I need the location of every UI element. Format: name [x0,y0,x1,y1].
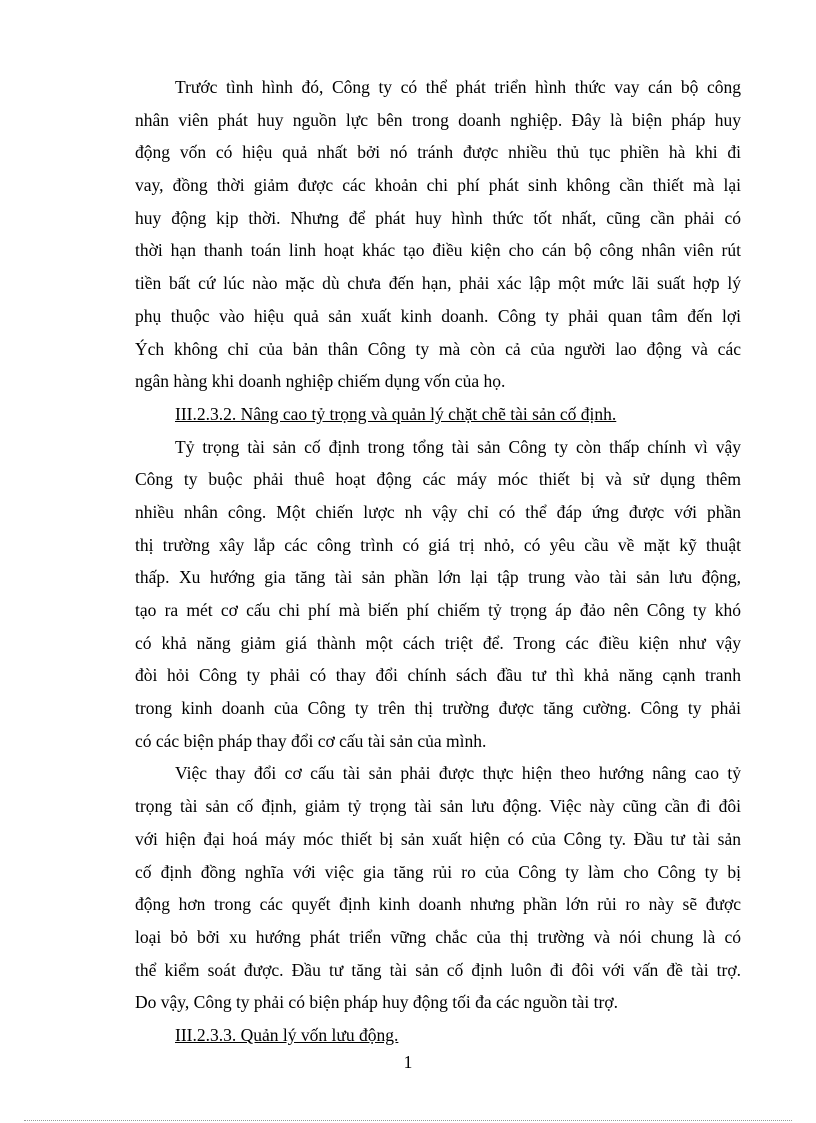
section-heading [135,398,741,431]
paragraph-line: Do vậy, Công ty phải có biện pháp huy động tối đa các nguồn tài trợ. [135,992,618,1013]
paragraph-line: động vốn có hiệu quả nhất bởi nó tránh được nhiều thủ tục phiền hà khi đi [135,142,741,163]
paragraph-line: có các biện pháp thay đổi cơ cấu tài sản của mình. [135,730,487,751]
paragraph [135,71,741,398]
paragraph-line: Trước tình hình đó, Công ty có thể phát triển hình thức vay cán bộ công [175,77,741,97]
paragraph-line: thấp. Xu hướng gia tăng tài sản phần lớn lại tập trung vào tài sản lưu động, [135,567,741,588]
paragraph-line: Công ty buộc phải thuê hoạt động các máy móc thiết bị và sử dụng thêm [135,469,741,490]
paragraph-line: Tỷ trọng tài sản cố định trong tổng tài sản Công ty còn thấp chính vì vậy [175,436,741,457]
paragraph-line: có khả năng giảm giá thành một cách triệt để. Trong các điều kiện như vậy [135,632,741,653]
paragraph-line: trọng tài sản cố định, giảm tỷ trọng tài sản lưu động. Việc này cũng cần đi đôi [135,796,741,817]
paragraph-line: thể kiểm soát được. Đầu tư tăng tài sản cố định luôn đi đôi với vấn đề tài trợ. [135,959,741,980]
paragraph-line: huy động kịp thời. Nhưng để phát huy hình thức tốt nhất, cũng cần phải có [135,207,741,228]
paragraph-line: Việc thay đổi cơ cấu tài sản phải được thực hiện theo hướng nâng cao tỷ [175,763,741,784]
paragraph-line: loại bỏ bởi xu hướng phát triển vững chắc của thị trường và nói chung là có [135,926,741,947]
page-bottom-divider [24,1120,792,1121]
paragraph [135,431,741,758]
section-heading-text: III.2.3.3. Quản lý vốn lưu động. [175,1024,399,1045]
paragraph-line: nhiều nhân công. Một chiến lược nh vậy chỉ có thể đáp ứng được với phần [135,501,741,522]
paragraph-line: tiền bất cứ lúc nào mặc dù chưa đến hạn, phải xác lập một mức lãi suất hợp lý [135,273,741,294]
page-number: 1 [403,1052,413,1072]
paragraph-line: phụ thuộc vào hiệu quả sản xuất kinh doanh. Công ty phải quan tâm đến lợi [135,305,741,326]
section-heading-text: III.2.3.2. Nâng cao tỷ trọng và quản lý chặt chẽ tài sản cố định. [175,403,617,424]
paragraph-line: thời hạn thanh toán linh hoạt khác tạo điều kiện cho cán bộ công nhân viên rút [135,240,741,261]
paragraph-line: tạo ra mét cơ cấu chi phí mà biến phí chiếm tỷ trọng áp đảo nên Công ty khó [135,600,741,620]
document-body [135,71,741,1052]
paragraph-line: vay, đồng thời giảm được các khoản chi phí phát sinh không cần thiết mà lại [135,175,741,196]
section-heading [135,1019,741,1052]
paragraph-line: động hơn trong các quyết định kinh doanh nhưng phần lớn rủi ro này sẽ được [135,894,741,915]
paragraph-line: đòi hỏi Công ty phải có thay đổi chính sách đầu tư thì khả năng cạnh tranh [135,665,741,686]
paragraph-line: trong kinh doanh của Công ty trên thị trường được tăng cường. Công ty phải [135,698,741,719]
paragraph-line: Ých không chỉ của bản thân Công ty mà còn cả của người lao động và các [135,338,741,359]
paragraph-line: với hiện đại hoá máy móc thiết bị sản xuất hiện có của Công ty. Đầu tư tài sản [135,828,741,849]
paragraph [135,757,741,1019]
paragraph-line: ngân hàng khi doanh nghiệp chiếm dụng vốn của họ. [135,371,506,392]
paragraph-line: nhân viên phát huy nguồn lực bên trong doanh nghiệp. Đây là biện pháp huy [135,109,741,130]
paragraph-line: thị trường xây lắp các công trình có giá trị nhỏ, có yêu cầu về mặt kỹ thuật [135,534,741,555]
paragraph-line: cố định đồng nghĩa với việc gia tăng rủi ro của Công ty làm cho Công ty bị [135,861,741,882]
